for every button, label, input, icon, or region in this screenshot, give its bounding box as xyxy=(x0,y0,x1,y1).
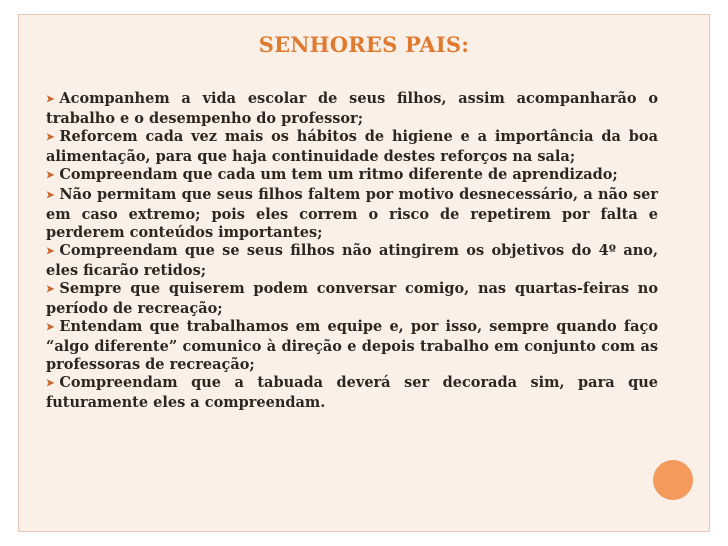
list-item-text: Compreendam que cada um tem um ritmo diferente de aprendizado; xyxy=(59,166,618,183)
list-item-text: Reforcem cada vez mais os hábitos de higiene e a importância da boa alimentação, para que haja continuidade destes reforços na sala; xyxy=(46,128,658,165)
slide-title: SENHORES PAIS: xyxy=(258,32,470,57)
arrowhead-bullet-icon: ➤ xyxy=(46,170,55,181)
arrowhead-bullet-icon: ➤ xyxy=(46,94,55,105)
arrowhead-bullet-icon: ➤ xyxy=(46,378,55,389)
list-item xyxy=(46,280,658,318)
list-item xyxy=(46,318,658,374)
list-item-text: Acompanhem a vida escolar de seus filhos, assim acompanharão o trabalho e o desempenho do professor; xyxy=(46,90,658,127)
arrowhead-bullet-icon: ➤ xyxy=(46,132,55,143)
list-item-text: Compreendam que a tabuada deverá ser decorada sim, para que futuramente eles a compreendam. xyxy=(46,374,658,411)
arrowhead-bullet-icon: ➤ xyxy=(46,190,55,201)
list-item-text: Entendam que trabalhamos em equipe e, por isso, sempre quando faço “algo diferente” comunico à direção e depois trabalho em conjunto com as professoras de recreação; xyxy=(46,318,658,373)
arrowhead-bullet-icon: ➤ xyxy=(46,246,55,257)
bullet-list xyxy=(46,90,658,412)
list-item-text: Compreendam que se seus filhos não atingirem os objetivos do 4º ano, eles ficarão retidos; xyxy=(46,242,658,279)
list-item xyxy=(46,186,658,242)
list-item-text: Sempre que quiserem podem conversar comigo, nas quartas-feiras no período de recreação; xyxy=(46,280,658,317)
list-item xyxy=(46,242,658,280)
list-item xyxy=(46,90,658,128)
arrowhead-bullet-icon: ➤ xyxy=(46,284,55,295)
list-item xyxy=(46,166,658,186)
list-item xyxy=(46,128,658,166)
decorative-circle xyxy=(653,460,693,500)
list-item xyxy=(46,374,658,412)
list-item-text: Não permitam que seus filhos faltem por motivo desnecessário, a não ser em caso extremo; pois eles correm o risco de repetirem por falta e perderem conteúdos importantes; xyxy=(46,186,658,241)
arrowhead-bullet-icon: ➤ xyxy=(46,322,55,333)
